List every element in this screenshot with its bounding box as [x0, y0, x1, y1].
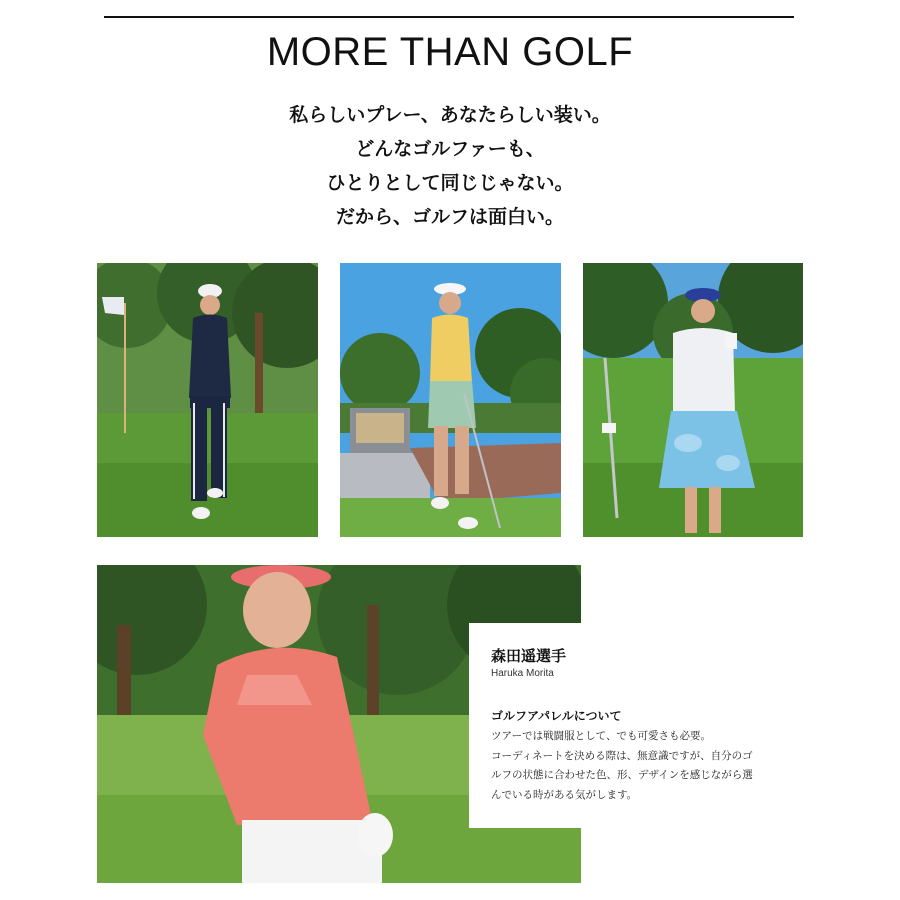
- top-divider: [104, 16, 794, 18]
- player-name-romaji: Haruka Morita: [491, 668, 554, 679]
- player-name: 森田遥選手: [491, 647, 567, 665]
- tagline-line: 私らしいプレー、あなたらしい装い。: [289, 104, 611, 126]
- body-line: んでいる時がある気がします。: [491, 788, 638, 801]
- golfer-photo-yellow-top: [340, 263, 561, 537]
- tagline-line: だから、ゴルフは面白い。: [335, 206, 564, 228]
- golfer-photo-navy-outfit: [97, 263, 318, 537]
- golfer-photo-tie-dye-skirt: [583, 263, 803, 537]
- player-profile-card: [469, 623, 801, 828]
- page-headline: MORE THAN GOLF: [266, 30, 634, 74]
- profile-body: [491, 727, 791, 805]
- body-line: ルフの状態に合わせた色、形、デザインを感じながら選: [491, 769, 753, 781]
- body-line: コーディネートを決める際は、無意識ですが、自分のゴ: [491, 749, 753, 762]
- body-line: ツアーでは戦闘服として、でも可愛さも必要。: [491, 730, 711, 742]
- tagline: [0, 98, 900, 234]
- tagline-line: どんなゴルファーも、: [355, 138, 545, 160]
- section-title: ゴルフアパレルについて: [491, 709, 622, 723]
- tagline-line: ひとりとして同じじゃない。: [326, 172, 574, 194]
